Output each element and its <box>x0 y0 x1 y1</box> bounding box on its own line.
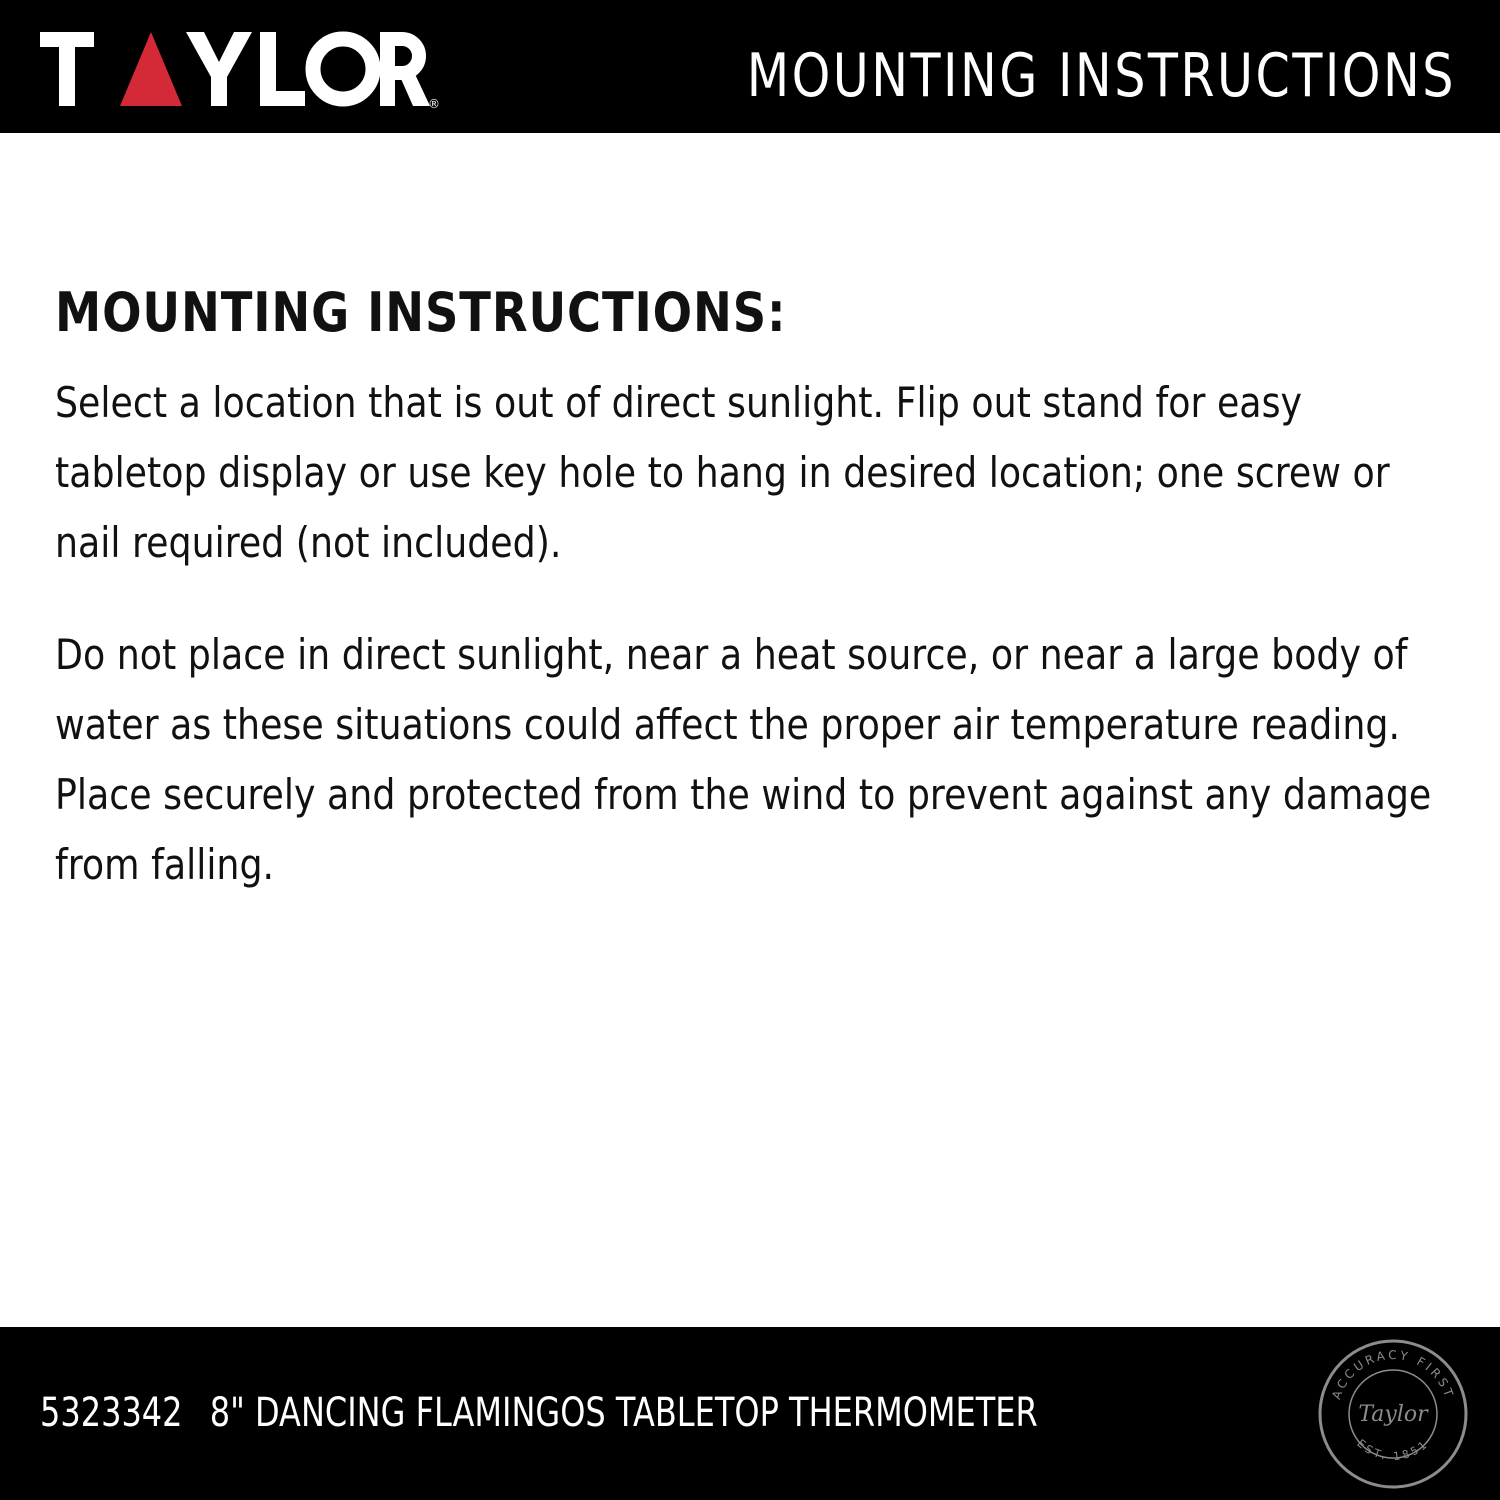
svg-text:EST. 1851 <box>1354 1437 1431 1463</box>
seal-center-text: Taylor <box>1358 1402 1428 1427</box>
seal-bottom-text: EST. 1851 <box>1354 1436 1432 1464</box>
footer-bar <box>0 1327 1500 1500</box>
header-bar <box>0 0 1500 133</box>
instruction-paragraph-placement: Do not place in direct sunlight, near a heat source, or near a large body of water as these situations could affect the proper air temperature reading. Place securely and protected from the wind to prevent against any damage from falling. <box>55 630 1432 889</box>
taylor-logo <box>40 22 440 112</box>
seal-top-text: ACCURACY FIRST <box>1329 1347 1457 1402</box>
instruction-paragraph-location: Select a location that is out of direct sunlight. Flip out stand for easy tabletop display or use key hole to hang in desired location; one screw or nail required (not included). <box>55 378 1390 567</box>
registered-mark: ® <box>428 97 440 111</box>
logo-red-triangle <box>120 32 182 106</box>
product-sku: 5323342 <box>40 1390 183 1436</box>
product-name: 8" DANCING FLAMINGOS TABLETOP THERMOMETER <box>209 1390 1038 1436</box>
product-line <box>40 1389 1038 1437</box>
header-title: MOUNTING INSTRUCTIONS <box>746 41 1456 111</box>
instructions-content <box>55 278 1455 900</box>
section-heading: MOUNTING INSTRUCTIONS: <box>55 281 787 344</box>
accuracy-first-seal-logo <box>1316 1337 1470 1491</box>
